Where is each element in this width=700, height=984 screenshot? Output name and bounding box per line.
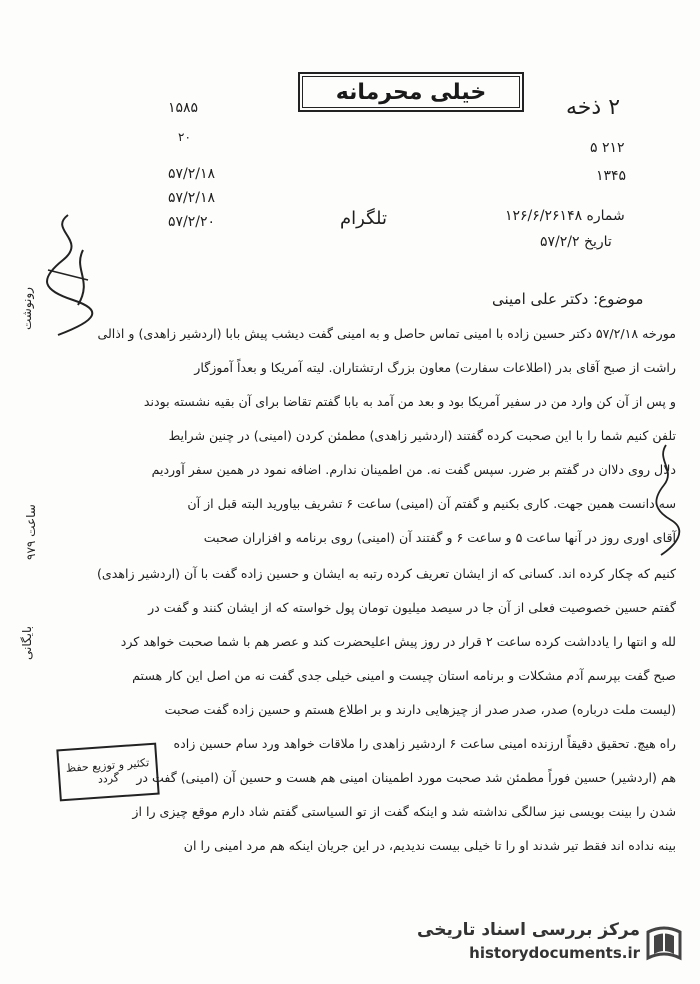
header-serial: ۱۵۸۵ [168,100,199,116]
body-line: راه هیچ. تحقیق دقیقاً ارزنده امینی ساعت ۶ اردشیر زاهدی را ملاقات خواهد ورد سام حسین زاده [173,736,676,751]
body-line: (لیست ملت درباره) صدر، صدر صدر از چیزهایی دارند و بر اطلاع هستم و حسین زاده گفت صحبت [164,702,676,717]
body-line: لله و انتها را یادداشت کرده ساعت ۲ قرار در روز پیش اعلیحضرت کند و عصر هم با شما صحبت خواهد کرد [120,634,676,649]
body-line: گفتم حسین خصوصیت فعلی از آن جا در سیصد میلیون تومان پول خواسته که از ایشان کنند و گفت در [148,600,676,615]
body-line: سه دانست همین جهت. کاری بکنیم و گفتم آن (امینی) ساعت ۶ تشریف بیاورید البته قبل از آن [187,496,676,511]
body-line: آقای اوری روز در آنها ساعت ۵ و ساعت ۶ و گفتند آن (امینی) روی برنامه و افزاران صحبت [203,530,676,545]
header-right-line2: ۱۳۴۵ [596,168,627,184]
header-date3: ۵۷/۲/۲۰ [168,214,216,230]
header-right-line1: ۲۱۲ ۵ [590,140,625,156]
body-line: مورخه ۵۷/۲/۱۸ دکتر حسین زاده با امینی تماس حاصل و به امینی گفت دیشب پیش بابا (اردشیر زاهدی) و اذالی [97,326,676,341]
body-line: هم (اردشیر) حسین فوراً مطمئن شد صحبت مورد اطمینان امینی هم هست و حسین آن (امینی) گفت در [136,770,676,785]
margin-note: بایگانی [20,626,34,660]
body-line: و پس از آن کن وارد من در سفیر آمریکا بود و بعد من آمد به بابا گفتم تقاضا برای آن بقیه نشسته بودند [143,394,676,409]
body-line: تلفن کنیم شما را با این صحبت کرده گفتند (اردشیر زاهدی) مطمئن کردن (امینی) در چنین شرایط [168,428,676,443]
header-date1: ۵۷/۲/۱۸ [168,166,216,182]
website-url: historydocuments.ir [469,944,640,962]
salutation: موضوع: دکتر علی امینی [492,290,644,308]
distribution-stamp-text: تکثیر و توزیع حفظ گردد [65,755,150,786]
archive-logo-icon [642,922,686,966]
body-line: راشت از صبح آقای بدر (اطلاعات سفارت) معاون بزرگ ارتشتاران. لیته آمریکا و بعداً آموزگار [194,360,676,375]
document-title: تلگرام [340,208,387,229]
header-date2: ۵۷/۲/۱۸ [168,190,216,206]
header-line2: ۲۰ [178,130,191,144]
footer-watermark [417,920,640,962]
margin-note: ساعت ۹۷۹ [24,504,38,560]
body-line: کنیم که چکار کرده اند. کسانی که از ایشان تعریف کرده رتبه به ایشان و حسین زاده گفت با آن (اردشیر زاهدی) [97,566,676,581]
body-line: دلال روی دلاان در گفتم بر ضرر. سپس گفت نه. من اطمینان ندارم. اضافه نمود در همین سفر آوردیم [151,462,676,477]
page-mark: ۲ ذخه [566,95,621,120]
org-name: مرکز بررسی اسناد تاریخی [417,920,640,940]
body-line: بینه نداده اند فقط تیر شدند او را تا خیلی بیست ندیدیم، در این جریان اینکه هم مرد امینی را ان [183,838,676,853]
body-line: شدن را بینت بویسی نیز سالگی نداشته شد و اینکه گفت از تو السیاستی گفتم شاد دارم موقع چیزی را از [132,804,676,819]
signature-scrawl [28,210,108,340]
header-date: تاریخ ۵۷/۲/۲ [540,234,612,250]
confidential-stamp [298,72,524,112]
distribution-stamp [56,743,159,802]
margin-note: رونوشت [20,287,34,330]
body-line: صبح گفت بپرسم آدم مشکلات و برنامه استان چیست و امینی خیلی جدی گفت نه من اصل این کار هستم [132,668,676,683]
confidential-stamp-text: خیلی محرمانه [335,79,487,105]
margin-scribble-icon [646,440,686,560]
header-number: شماره ۱۲۶/۶/۲۶۱۴۸ [505,208,625,224]
